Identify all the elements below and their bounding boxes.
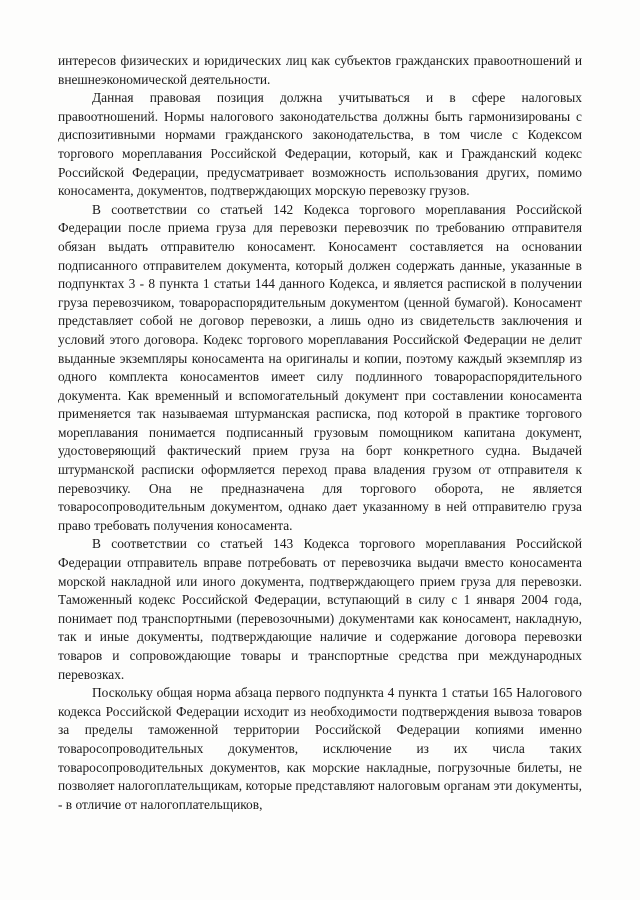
paragraph-5: Поскольку общая норма абзаца первого подпункта 4 пункта 1 статьи 165 Налогового кодекса Российской Федерации исходит из необходимости подтверждения вывоза товаров за пределы таможенной территории Российской Федерации копиями именно товаросопроводительных документов, исключение из их числа таких товаросопроводительных документов, как морские накладные, погрузочные билеты, не позволяет налогоплательщикам, которые представляют налоговым органам эти документы, - в отличие от налогоплательщиков,: [58, 685, 582, 812]
paragraph-1: интересов физических и юридических лиц как субъектов гражданских правоотношений и внешнеэкономической деятельности.: [58, 53, 582, 87]
paragraph-2: Данная правовая позиция должна учитываться и в сфере налоговых правоотношений. Нормы налогового законодательства должны быть гармонизированы с диспозитивными нормами гражданского законодательства, в том числе с Кодексом торгового мореплавания Российской Федерации, который, как и Гражданский кодекс Российской Федерации, предусматривает возможность использования других, помимо коносамента, документов, подтверждающих морскую перевозку грузов.: [58, 90, 582, 199]
paragraph-3: В соответствии со статьей 142 Кодекса торгового мореплавания Российской Федерации после приема груза для перевозки перевозчик по требованию отправителя обязан выдать отправителю коносамент. Коносамент составляется на основании подписанного отправителем документа, который должен содержать данные, указанные в подпунктах 3 - 8 пункта 1 статьи 144 данного Кодекса, и является распиской в получении груза перевозчиком, товарораспорядительным документом (ценной бумагой). Коносамент представляет собой не договор перевозки, а лишь одно из свидетельств заключения и условий этого договора. Кодекс торгового мореплавания Российской Федерации не делит выданные экземпляры коносамента на оригиналы и копии, поэтому каждый экземпляр из одного комплекта коносаментов имеет силу подлинного товарораспорядительного документа. Как временный и вспомогательный документ при составлении коносамента применяется так называемая штурманская расписка, под которой в практике торгового мореплавания понимается подписанный грузовым помощником капитана документ, удостоверяющий фактический прием груза на борт конкретного судна. Выдачей штурманской расписки оформляется переход права владения грузом от отправителя к перевозчику. Она не предназначена для торгового оборота, не является товаросопроводительным документом, однако дает указанному в ней отправителю груза право требовать получения коносамента.: [58, 201, 582, 533]
paragraph-4: В соответствии со статьей 143 Кодекса торгового мореплавания Российской Федерации отправитель вправе потребовать от перевозчика выдачи вместо коносамента морской накладной или иного документа, подтверждающего прием груза для перевозки. Таможенный кодекс Российской Федерации, вступающий в силу с 1 января 2004 года, понимает под транспортными (перевозочными) документами как коносамент, накладную, так и иные документы, подтверждающие наличие и содержание договора перевозки товаров и сопровождающие товары и транспортные средства при международных перевозках.: [58, 536, 582, 682]
document-body: [58, 52, 582, 814]
